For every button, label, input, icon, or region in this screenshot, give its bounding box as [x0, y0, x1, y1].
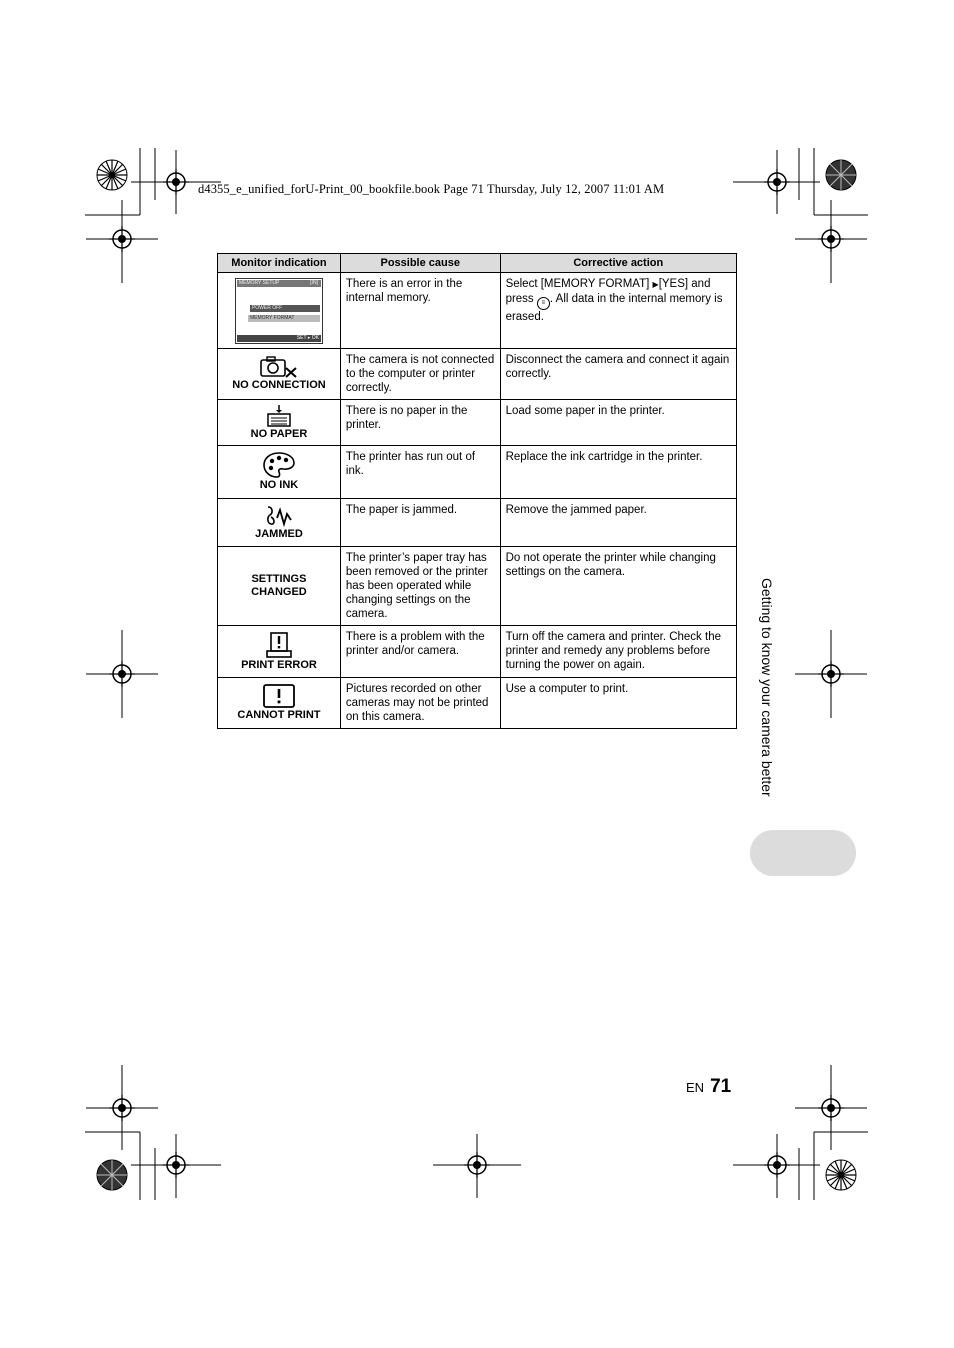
indication-label: NO PAPER: [250, 427, 308, 440]
table-row: [218, 400, 737, 446]
indication-label: CHANGED: [251, 586, 307, 598]
chapter-tab: [750, 830, 856, 876]
lcd-badge: [IN]: [310, 279, 318, 286]
table-row: [218, 626, 737, 678]
lcd-footer: SET ▸ OK: [237, 335, 321, 342]
possible-cause: The printer’s paper tray has been removed or the printer has been operated while changing settings on the camera.: [340, 547, 500, 626]
table-row: [218, 349, 737, 400]
column-header: Monitor indication: [218, 254, 341, 273]
corrective-action: Remove the jammed paper.: [500, 499, 736, 547]
corrective-action: Do not operate the printer while changing settings on the camera.: [500, 547, 736, 626]
lcd-title: MEMORY SETUP: [238, 279, 280, 286]
possible-cause: Pictures recorded on other cameras may not be printed on this camera.: [340, 678, 500, 729]
chapter-side-label: Getting to know your camera better: [759, 578, 775, 797]
possible-cause: There is no paper in the printer.: [340, 400, 500, 446]
camera-disconnect-icon: [259, 356, 299, 378]
monitor-indication: [218, 400, 341, 446]
possible-cause: There is an error in the internal memory.: [340, 273, 500, 349]
monitor-indication: [218, 446, 341, 499]
table-row: [218, 446, 737, 499]
indication-label: CANNOT PRINT: [237, 709, 321, 721]
monitor-indication: [218, 499, 341, 547]
troubleshooting-table: [217, 253, 737, 729]
monitor-indication: [218, 273, 341, 349]
indication-label: PRINT ERROR: [241, 658, 317, 671]
column-header: Corrective action: [500, 254, 736, 273]
indication-label: NO CONNECTION: [232, 379, 326, 391]
table-row: [218, 499, 737, 547]
table-row: [218, 547, 737, 626]
arrow-right-icon: ▶: [652, 280, 659, 289]
language-label: EN: [686, 1080, 705, 1095]
monitor-indication: [218, 547, 341, 626]
paper-jam-icon: [265, 505, 293, 527]
corrective-action: Load some paper in the printer.: [500, 400, 736, 446]
ink-palette-icon: [263, 452, 295, 478]
table-row: [218, 273, 737, 349]
monitor-indication: [218, 678, 341, 729]
file-header: d4355_e_unified_forU-Print_00_bookfile.book Page 71 Thursday, July 12, 2007 11:01 AM: [198, 182, 665, 196]
printer-error-icon: [266, 632, 292, 658]
indication-label: SETTINGS: [251, 573, 307, 585]
table-header-row: [218, 254, 737, 273]
action-text: . All data in the internal memory is erased.: [505, 293, 723, 323]
page-number-value: 71: [710, 1076, 732, 1097]
corrective-action: [500, 273, 736, 349]
lcd-option: POWER OFF: [250, 305, 320, 312]
possible-cause: There is a problem with the printer and/or camera.: [340, 626, 500, 678]
monitor-indication: [218, 349, 341, 400]
indication-label: NO INK: [259, 479, 299, 491]
possible-cause: The paper is jammed.: [340, 499, 500, 547]
possible-cause: The camera is not connected to the computer or printer correctly.: [340, 349, 500, 400]
indication-label: JAMMED: [255, 527, 303, 540]
lcd-option: MEMORY FORMAT: [248, 315, 320, 322]
action-text: [YES] and press: [505, 278, 711, 305]
table-row: [218, 678, 737, 729]
ok-button-icon: ≡: [537, 297, 550, 310]
monitor-indication: [218, 626, 341, 678]
warning-box-icon: [263, 684, 295, 708]
page-number: [686, 1076, 731, 1098]
corrective-action: Turn off the camera and printer. Check the printer and remedy any problems before turning the power on again.: [500, 626, 736, 678]
paper-tray-icon: [266, 405, 292, 427]
memory-setup-lcd: [235, 278, 323, 344]
corrective-action: Use a computer to print.: [500, 678, 736, 729]
corrective-action: Disconnect the camera and connect it again correctly.: [500, 349, 736, 400]
corrective-action: Replace the ink cartridge in the printer.: [500, 446, 736, 499]
action-text: Select [MEMORY FORMAT]: [505, 278, 653, 290]
possible-cause: The printer has run out of ink.: [340, 446, 500, 499]
column-header: Possible cause: [340, 254, 500, 273]
